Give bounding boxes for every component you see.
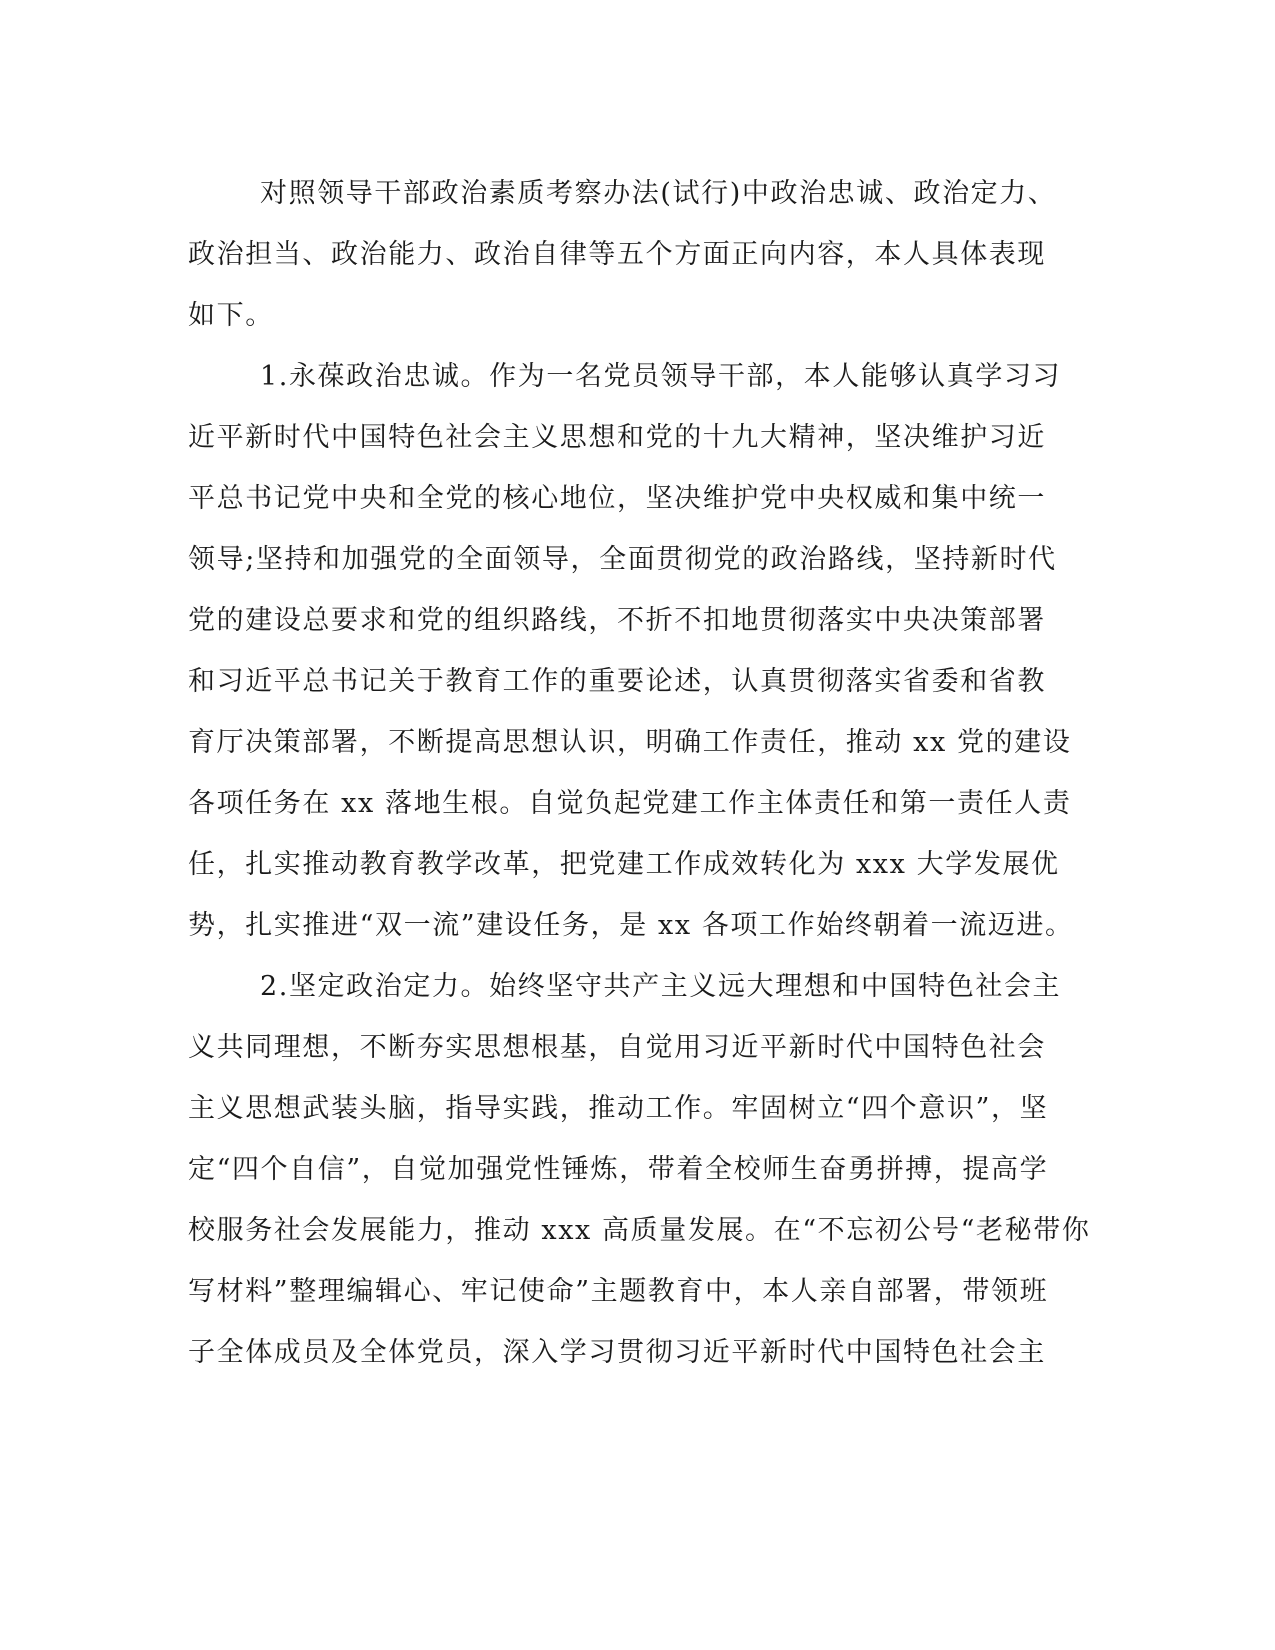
paragraph-2-line-5: 校服务社会发展能力，推动 xxx 高质量发展。在“不忘初公号“老秘带你 [188,1215,1091,1246]
paragraph-1-line-6: 和习近平总书记关于教育工作的重要论述，认真贯彻落实省委和省教 [188,666,1046,697]
paragraph-2-line-3: 主义思想武装头脑，指导实践，推动工作。牢固树立“四个意识”，坚 [188,1093,1049,1124]
paragraph-2-line-7: 子全体成员及全体党员，深入学习贯彻习近平新时代中国特色社会主 [188,1337,1046,1368]
paragraph-1-line-10: 势，扎实推进“双一流”建设任务，是 xx 各项工作始终朝着一流迈进。 [188,910,1074,941]
paragraph-1-line-3: 平总书记党中央和全党的核心地位，坚决维护党中央权威和集中统一 [188,483,1046,514]
paragraph-1-line-8: 各项任务在 xx 落地生根。自觉负起党建工作主体责任和第一责任人责 [188,788,1072,819]
paragraph-2-line-1: 2.坚定政治定力。始终坚守共产主义远大理想和中国特色社会主 [260,971,1062,1002]
paragraph-2-line-6: 写材料”整理编辑心、牢记使命”主题教育中，本人亲自部署，带领班 [188,1276,1049,1307]
paragraph-1-line-9: 任，扎实推动教育教学改革，把党建工作成效转化为 xxx 大学发展优 [188,849,1060,880]
paragraph-intro-line-3: 如下。 [188,300,274,331]
paragraph-1-line-7: 育厅决策部署，不断提高思想认识，明确工作责任，推动 xx 党的建设 [188,727,1072,758]
document-body [188,163,1091,1383]
paragraph-2-line-2: 义共同理想，不断夯实思想根基，自觉用习近平新时代中国特色社会 [188,1032,1046,1063]
paragraph-1-line-2: 近平新时代中国特色社会主义思想和党的十九大精神，坚决维护习近 [188,422,1046,453]
paragraph-intro-line-2: 政治担当、政治能力、政治自律等五个方面正向内容，本人具体表现 [188,239,1046,270]
paragraph-1-line-4: 领导;坚持和加强党的全面领导，全面贯彻党的政治路线，坚持新时代 [188,544,1057,575]
paragraph-intro-line-1: 对照领导干部政治素质考察办法(试行)中政治忠诚、政治定力、 [260,178,1057,209]
paragraph-2-line-4: 定“四个自信”，自觉加强党性锤炼，带着全校师生奋勇拼搏，提高学 [188,1154,1049,1185]
paragraph-1-line-5: 党的建设总要求和党的组织路线，不折不扣地贯彻落实中央决策部署 [188,605,1046,636]
paragraph-1-line-1: 1.永葆政治忠诚。作为一名党员领导干部，本人能够认真学习习 [260,361,1062,392]
